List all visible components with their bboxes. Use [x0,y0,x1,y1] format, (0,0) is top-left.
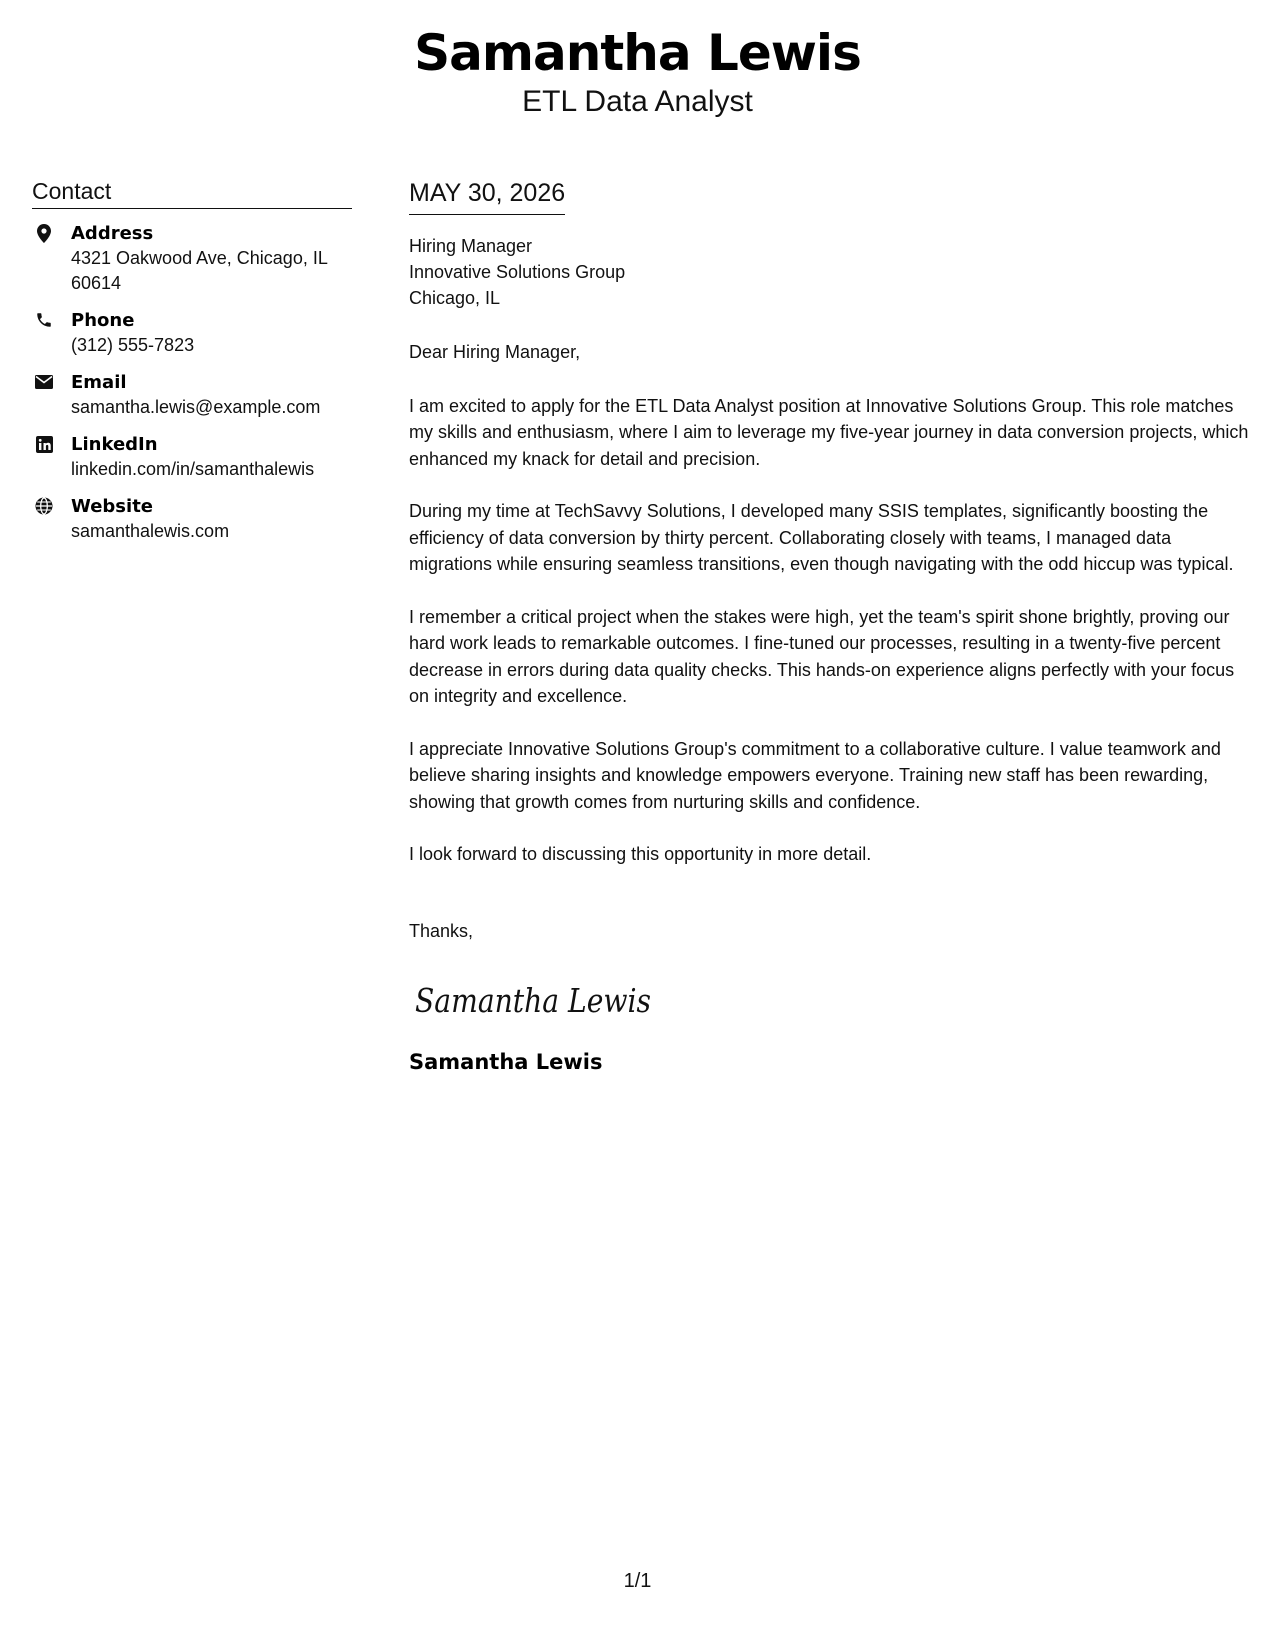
globe-icon [34,496,54,516]
phone-icon [34,310,54,330]
recipient-company: Innovative Solutions Group [409,262,626,282]
applicant-job-title: ETL Data Analyst [522,85,753,118]
letter-header [0,22,1275,120]
salutation: Dear Hiring Manager, [409,342,581,362]
body-paragraph: I look forward to discussing this opportunity in more detail. [409,844,872,864]
contact-value: (312) 555-7823 [71,335,195,355]
contact-value: samantha.lewis@example.com [71,397,321,417]
body-paragraph: During my time at TechSavvy Solutions, I developed many SSIS templates, significantly boosting the efficiency of data conversion by thirty percent. Collaborating closely with teams, I managed data migrations while ensuring seamless transitions, even though navigating with the odd hiccup was typical. [409,501,1234,574]
contact-label: Email [71,372,127,393]
contact-value: samanthalewis.com [71,521,230,541]
linkedin-icon [34,434,54,454]
contact-label: LinkedIn [71,434,158,455]
recipient-title: Hiring Manager [409,236,533,256]
map-pin-icon [34,223,54,243]
contact-value: 4321 Oakwood Ave, Chicago, IL 60614 [71,248,328,293]
contact-label: Address [71,223,154,244]
contact-item-linkedin [32,432,352,482]
contact-item-website [32,494,352,544]
applicant-name: Samantha Lewis [414,24,861,82]
handwritten-signature [409,972,659,1028]
envelope-icon [34,372,54,392]
contact-heading: Contact [32,176,352,209]
contact-item-email [32,370,352,420]
letter-body [409,176,1249,1076]
letter-date: MAY 30, 2026 [409,176,565,215]
contact-item-address [32,221,352,296]
signer-name: Samantha Lewis [409,1049,603,1074]
contact-item-phone [32,308,352,358]
page-number: 1/1 [623,1570,652,1592]
closing: Thanks, [409,920,474,941]
body-paragraph: I am excited to apply for the ETL Data Analyst position at Innovative Solutions Group. This role matches my skills and enthusiasm, where I aim to leverage my five-year journey in data conversion projects, which enhanced my knack for detail and precision. [409,395,1249,469]
contact-sidebar [32,176,352,556]
body-paragraph: I remember a critical project when the stakes were high, yet the team's spirit shone brightly, proving our hard work leads to remarkable outcomes. I fine-tuned our processes, resulting in a twenty-five percent decrease in errors during data quality checks. This hands-on experience aligns perfectly with your focus on integrity and excellence. [409,606,1235,706]
contact-list [32,221,352,544]
body-paragraph: I appreciate Innovative Solutions Group's commitment to a collaborative culture. I value teamwork and believe sharing insights and knowledge empowers everyone. Training new staff has been rewarding, showing that growth comes from nurturing skills and confidence. [409,738,1221,812]
contact-value: linkedin.com/in/samanthalewis [71,459,315,479]
recipient-location: Chicago, IL [409,288,501,308]
contact-label: Website [71,496,154,517]
recipient-block [409,233,1249,311]
signature-text: Samantha Lewis [415,980,651,1020]
contact-label: Phone [71,310,135,331]
